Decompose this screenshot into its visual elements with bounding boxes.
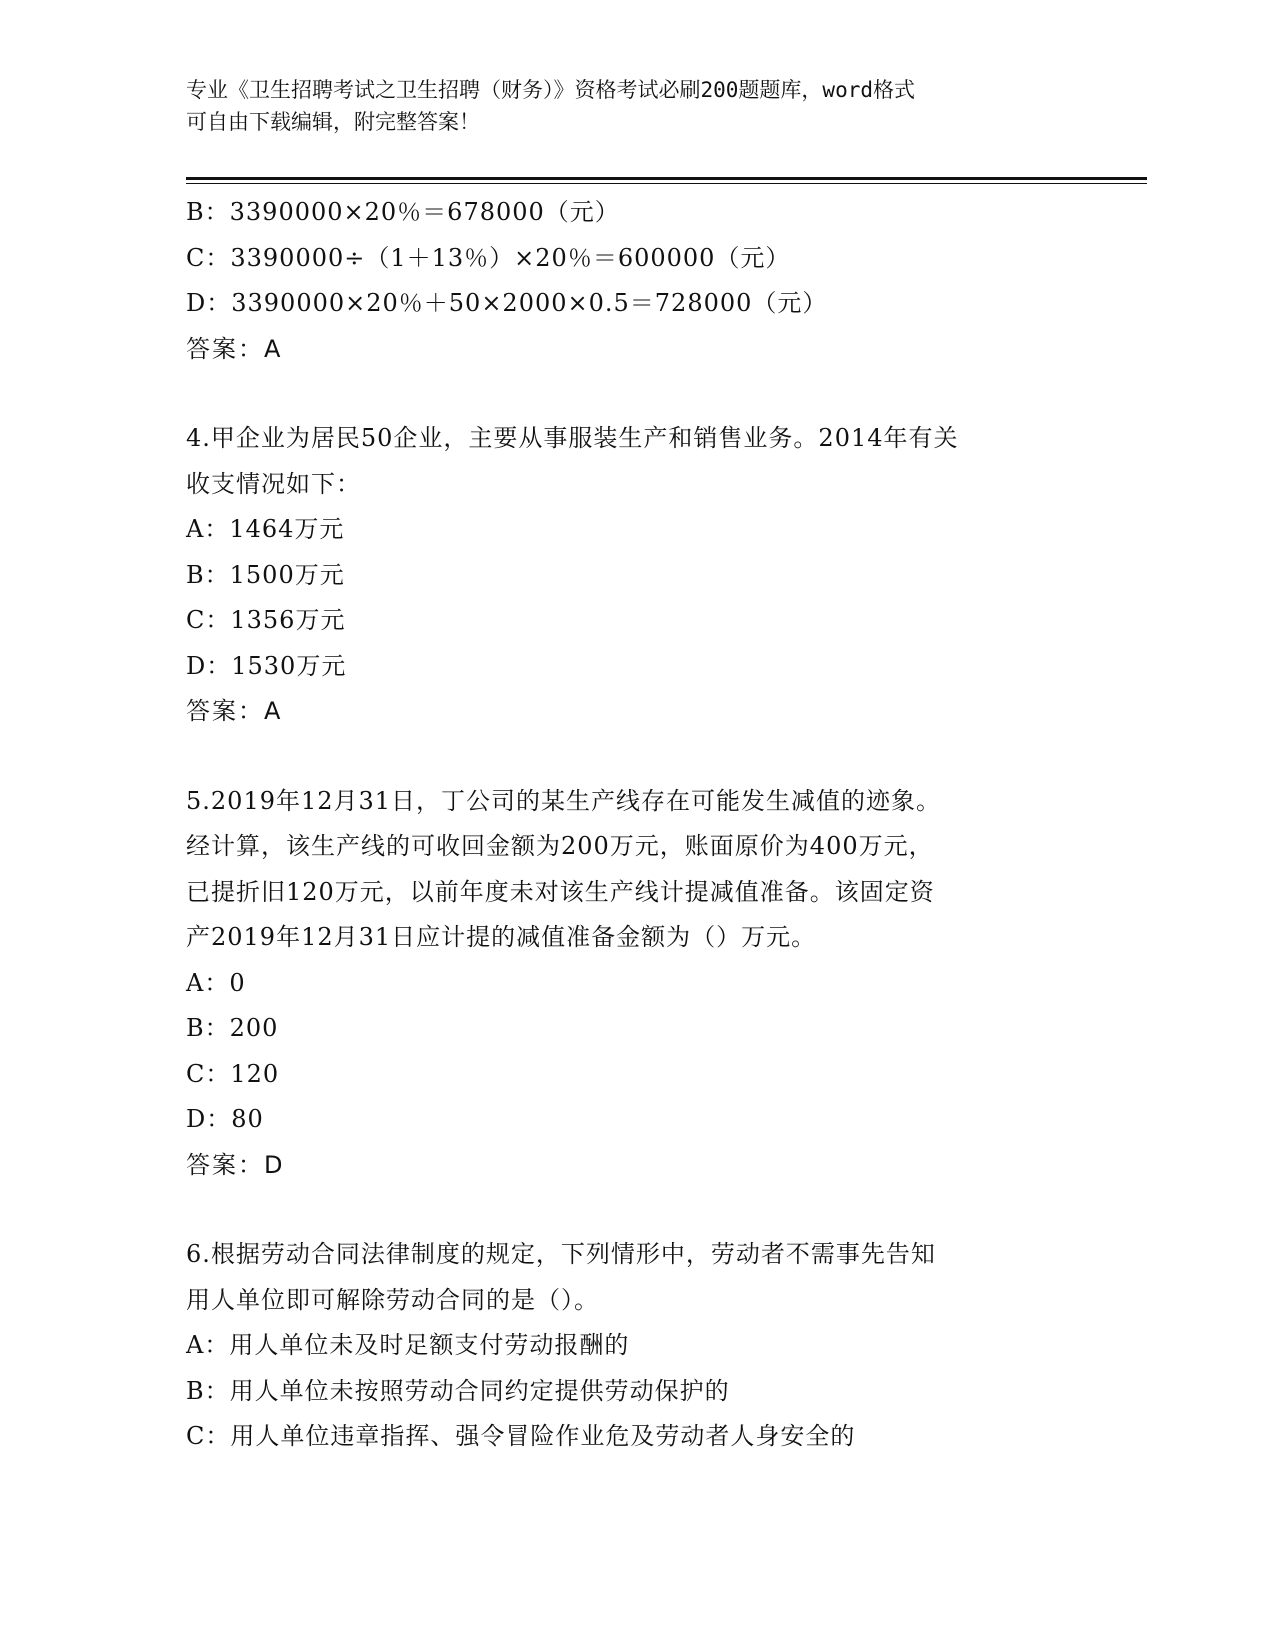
header-rule-thin	[186, 183, 1147, 184]
option-a: A：1464万元	[186, 515, 345, 543]
question-6	[186, 1232, 1086, 1460]
question-stem: 用人单位即可解除劳动合同的是（）。	[186, 1285, 599, 1314]
question-stem: 产2019年12月31日应计提的减值准备金额为（）万元。	[186, 923, 817, 951]
header-line-2: 可自由下载编辑，附完整答案！	[186, 110, 480, 134]
answer: 答案：A	[186, 697, 283, 725]
option-b: B：200	[186, 1014, 279, 1042]
question-stem: 6.根据劳动合同法律制度的规定，下列情形中，劳动者不需事先告知	[186, 1240, 936, 1268]
answer: 答案：A	[186, 334, 283, 363]
answer: 答案：D	[186, 1150, 285, 1179]
question-4	[186, 416, 1086, 735]
document-header	[186, 74, 1076, 138]
question-3-tail	[186, 190, 1086, 372]
option-c: C：3390000÷（1＋13％）×20％＝600000（元）	[186, 243, 791, 272]
header-rule-thick	[186, 177, 1147, 180]
option-d: D：3390000×20％＋50×2000×0.5＝728000（元）	[186, 289, 828, 317]
document-body	[186, 190, 1086, 1460]
option-d: D：1530万元	[186, 651, 347, 680]
question-stem: 已提折旧120万元，以前年度未对该生产线计提减值准备。该固定资	[186, 877, 935, 906]
option-c: C：用人单位违章指挥、强令冒险作业危及劳动者人身安全的	[186, 1422, 856, 1450]
question-stem: 5.2019年12月31日，丁公司的某生产线存在可能发生减值的迹象。	[186, 786, 942, 815]
question-stem: 4.甲企业为居民50企业，主要从事服装生产和销售业务。2014年有关	[186, 424, 959, 452]
header-line-1: 专业《卫生招聘考试之卫生招聘（财务）》资格考试必刷200题题库，word格式	[186, 78, 915, 102]
question-5	[186, 779, 1086, 1189]
question-stem: 收支情况如下：	[186, 469, 361, 498]
option-b: B：用人单位未按照劳动合同约定提供劳动保护的	[186, 1376, 730, 1405]
option-d: D：80	[186, 1105, 264, 1133]
option-b: B：1500万元	[186, 560, 345, 589]
option-a: A：0	[186, 968, 246, 997]
option-c: C：120	[186, 1059, 280, 1088]
question-stem: 经计算，该生产线的可收回金额为200万元，账面原价为400万元，	[186, 832, 934, 860]
option-a: A：用人单位未及时足额支付劳动报酬的	[186, 1331, 630, 1359]
option-b: B：3390000×20％＝678000（元）	[186, 198, 620, 226]
option-c: C：1356万元	[186, 606, 346, 634]
